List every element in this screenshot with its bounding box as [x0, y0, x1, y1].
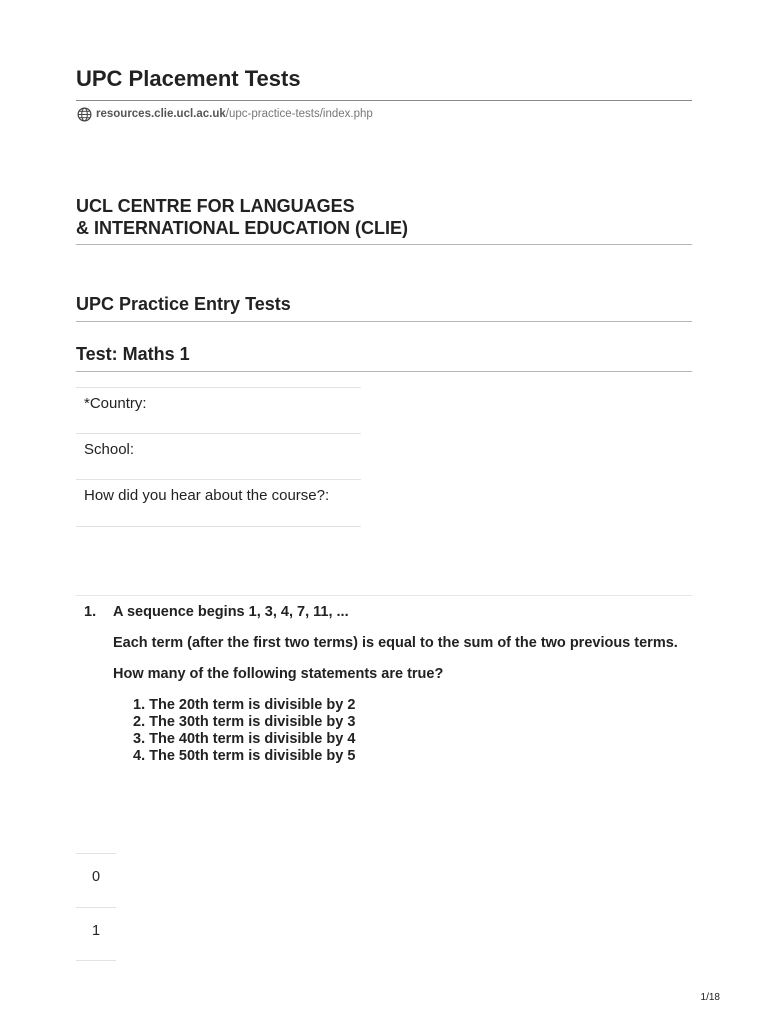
statement-item: 3. The 40th term is divisible by 4 — [133, 731, 356, 747]
source-url[interactable] — [77, 106, 373, 122]
page-title: UPC Placement Tests — [76, 66, 301, 91]
title-divider — [76, 100, 692, 101]
statement-item: 2. The 30th term is divisible by 3 — [133, 714, 356, 730]
answer-label: 1 — [91, 923, 101, 939]
question-line1: A sequence begins 1, 3, 4, 7, 11, ... — [113, 604, 349, 620]
school-field[interactable] — [76, 433, 361, 479]
statement-item: 1. The 20th term is divisible by 2 — [133, 697, 356, 713]
referral-field[interactable] — [76, 479, 361, 527]
question-text — [113, 604, 683, 765]
country-label: *Country: — [84, 395, 147, 412]
url-path[interactable]: /upc-practice-tests/index.php — [225, 108, 373, 120]
statement-list — [113, 697, 683, 765]
globe-icon — [77, 107, 92, 122]
org-heading-line2: & INTERNATIONAL EDUCATION (CLIE) — [76, 218, 408, 238]
question-divider — [76, 595, 692, 596]
practice-tests-heading: UPC Practice Entry Tests — [76, 294, 291, 314]
page-number: 1/18 — [700, 992, 720, 1003]
test-divider — [76, 371, 692, 372]
question-line3: How many of the following statements are true? — [113, 666, 444, 682]
question-number: 1. — [84, 604, 97, 620]
test-heading: Test: Maths 1 — [76, 344, 190, 364]
url-domain[interactable]: resources.clie.ucl.ac.uk — [96, 108, 226, 120]
answer-option-0[interactable] — [76, 853, 116, 907]
country-field[interactable] — [76, 387, 361, 433]
org-divider — [76, 244, 692, 245]
answer-option-1[interactable] — [76, 907, 116, 961]
referral-label: How did you hear about the course?: — [84, 487, 330, 504]
statement-item: 4. The 50th term is divisible by 5 — [133, 748, 356, 764]
org-heading — [76, 195, 408, 239]
answer-label: 0 — [91, 869, 101, 885]
practice-divider — [76, 321, 692, 322]
school-label: School: — [84, 441, 135, 458]
org-heading-line1: UCL CENTRE FOR LANGUAGES — [76, 196, 355, 216]
question-line2: Each term (after the first two terms) is equal to the sum of the two previous terms. — [113, 635, 678, 651]
